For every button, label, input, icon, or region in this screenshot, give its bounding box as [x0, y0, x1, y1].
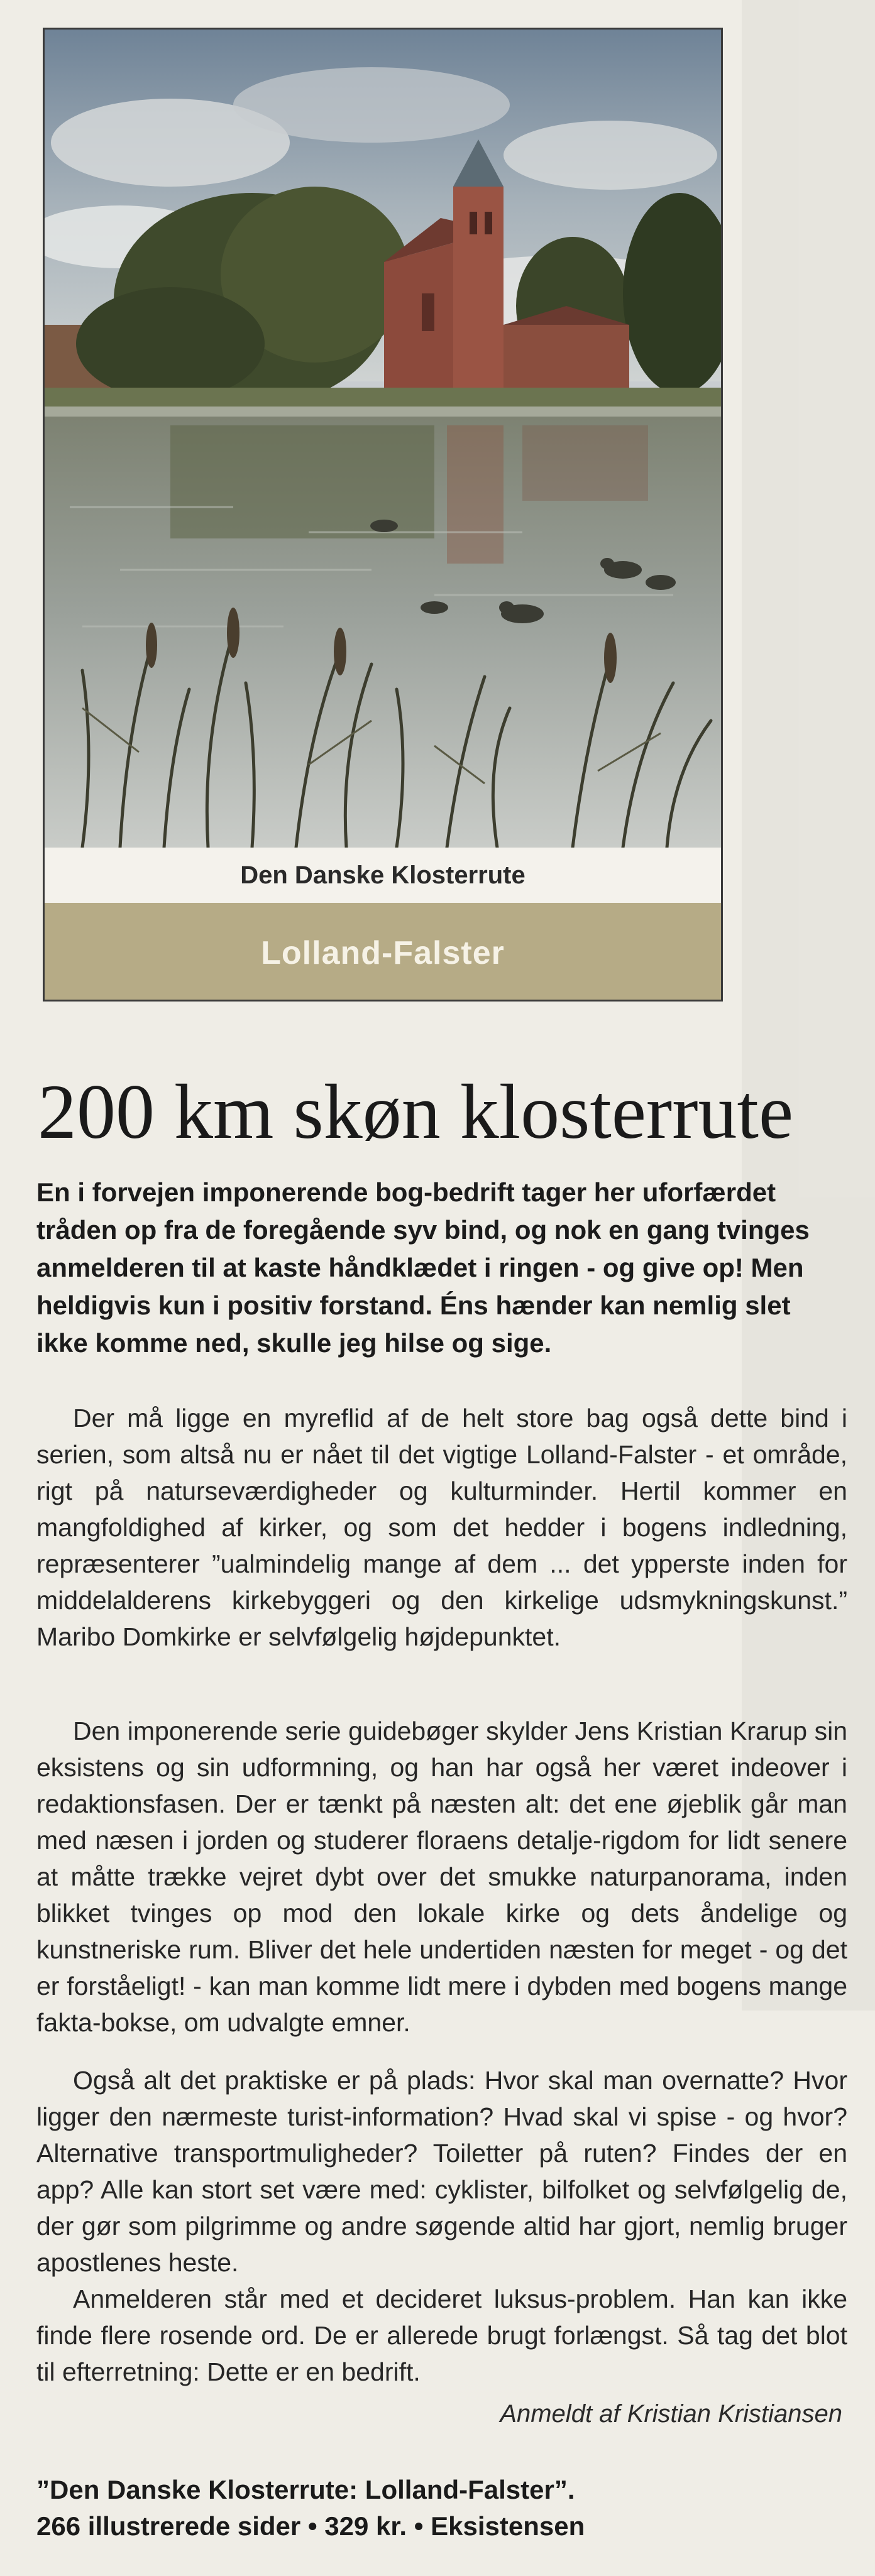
book-factbox	[36, 2472, 847, 2545]
article-paragraph-4: Anmelderen står med et decideret luksus-problem. Han kan ikke finde flere rosende ord. De er allerede brugt forlængst. Så tag det blot til efterretning: Dette er en bedrift.	[36, 2284, 847, 2386]
cover-subtitle: Den Danske Klosterrute	[240, 861, 526, 889]
article-paragraph-3: Også alt det praktiske er på plads: Hvor skal man overnatte? Hvor ligger den nærmeste turist-information? Hvad skal vi spise - og hvor? Alternative transportmuligheder? Toiletter på ruten? Findes der en app? Alle kan stort set være med: cyklister, bilfolket og selvfølgelig de, der gør som pilgrimme og andre søgende altid har gjort, nemlig bruger apostlenes heste.	[36, 2066, 847, 2277]
article-paragraph-1: Der må ligge en myreflid af de helt store bag også dette bind i serien, som altså nu er nået til det vigtige Lolland-Falster - et område, rigt på naturseværdigheder og kulturminder. Hertil kommer en mangfoldighed af kirker, og som det hedder i bogens indledning, repræsenterer ”ualmindelig mange af dem ... det ypperste inden for middelalderens kirkebyggeri og den kirkelige udsmykningskunst.” Maribo Domkirke er selvfølgelig højdepunktet.	[36, 1404, 847, 1651]
cover-region-band	[45, 903, 721, 1001]
article-byline: Anmeldt af Kristian Kristiansen	[500, 2400, 842, 2428]
cover-region-title: Lolland-Falster	[261, 935, 505, 971]
cover-photo	[45, 30, 723, 848]
show-through-shade	[742, 0, 875, 2011]
cover-subtitle-band	[45, 848, 721, 903]
article-lead: En i forvejen imponerende bog-bedrift tager her uforfærdet tråden op fra de foregående syv bind, og nok en gang tvinges anmelderen til at kaste håndklædet i ringen - og give op! Men heldigvis kun i positiv forstand. Éns hænder kan nemlig slet ikke komme ned, skulle jeg hilse og sige.	[36, 1177, 810, 1358]
article-paragraph-2: Den imponerende serie guidebøger skylder Jens Kristian Krarup sin eksistens og sin udformning, og han har også her været indeover i redaktionsfasen. Der er tænkt på næsten alt: det ene øjeblik går man med næsen i jorden og studerer floraens detalje-rigdom for lidt senere at måtte trække vejret dybt over det smukke naturpanorama, inden blikket tvinges op mod den lokale kirke og dets åndelige og kunstneriske rum. Bliver det hele undertiden næsten for meget - og det er forståeligt! - kan man komme lidt mere i dybden med bogens mange fakta-bokse, om udvalgte emner.	[36, 1716, 847, 2037]
factbox-title: ”Den Danske Klosterrute: Lolland-Falster”.	[36, 2475, 575, 2504]
factbox-details: 266 illustrerede sider • 329 kr. • Eksistensen	[36, 2511, 585, 2541]
article-headline: 200 km skøn klosterrute	[38, 1069, 793, 1155]
book-cover	[43, 28, 723, 1001]
